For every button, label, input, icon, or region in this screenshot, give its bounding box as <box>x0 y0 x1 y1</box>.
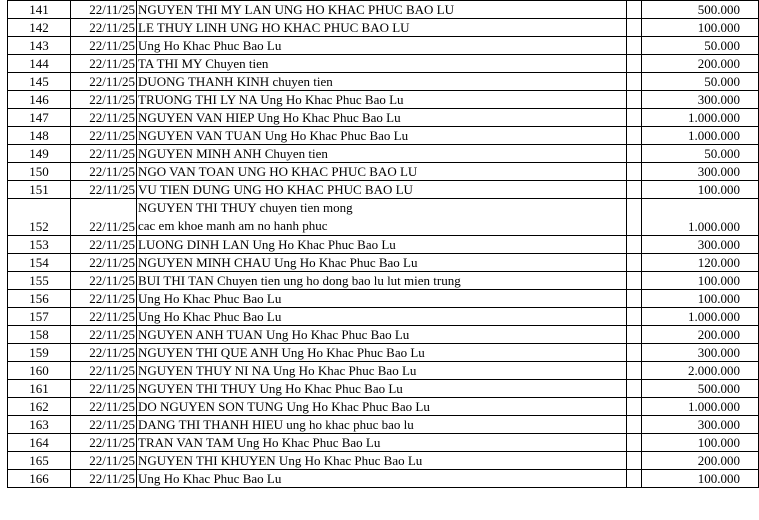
table-row <box>8 470 759 488</box>
description-cell: VU TIEN DUNG UNG HO KHAC PHUC BAO LU <box>137 181 627 199</box>
spacer-cell <box>627 19 642 37</box>
table-row <box>8 1 759 19</box>
table-row <box>8 73 759 91</box>
description-cell: TA THI MY Chuyen tien <box>137 55 627 73</box>
date-cell: 22/11/25 <box>71 380 137 398</box>
spacer-cell <box>627 236 642 254</box>
row-number-cell: 157 <box>8 308 71 326</box>
row-number-cell: 158 <box>8 326 71 344</box>
date-cell: 22/11/25 <box>71 127 137 145</box>
amount-cell: 300.000 <box>642 236 759 254</box>
date-cell: 22/11/25 <box>71 91 137 109</box>
description-cell: Ung Ho Khac Phuc Bao Lu <box>137 290 627 308</box>
description-cell: NGUYEN VAN TUAN Ung Ho Khac Phuc Bao Lu <box>137 127 627 145</box>
spacer-cell <box>627 109 642 127</box>
date-cell: 22/11/25 <box>71 254 137 272</box>
date-cell: 22/11/25 <box>71 398 137 416</box>
description-cell: NGUYEN MINH ANH Chuyen tien <box>137 145 627 163</box>
amount-cell: 100.000 <box>642 434 759 452</box>
row-number-cell: 152 <box>8 199 71 236</box>
date-cell: 22/11/25 <box>71 19 137 37</box>
date-cell: 22/11/25 <box>71 308 137 326</box>
date-cell: 22/11/25 <box>71 145 137 163</box>
amount-cell: 100.000 <box>642 290 759 308</box>
spacer-cell <box>627 127 642 145</box>
table-row <box>8 344 759 362</box>
date-cell: 22/11/25 <box>71 344 137 362</box>
donation-ledger-sheet <box>7 0 740 520</box>
row-number-cell: 160 <box>8 362 71 380</box>
row-number-cell: 145 <box>8 73 71 91</box>
amount-cell: 50.000 <box>642 145 759 163</box>
table-row <box>8 181 759 199</box>
row-number-cell: 147 <box>8 109 71 127</box>
description-cell: NGUYEN THI QUE ANH Ung Ho Khac Phuc Bao Lu <box>137 344 627 362</box>
amount-cell: 100.000 <box>642 470 759 488</box>
spacer-cell <box>627 145 642 163</box>
row-number-cell: 159 <box>8 344 71 362</box>
amount-cell: 100.000 <box>642 181 759 199</box>
description-cell: Ung Ho Khac Phuc Bao Lu <box>137 308 627 326</box>
spacer-cell <box>627 380 642 398</box>
spacer-cell <box>627 470 642 488</box>
table-row <box>8 91 759 109</box>
row-number-cell: 153 <box>8 236 71 254</box>
spacer-cell <box>627 290 642 308</box>
amount-cell: 1.000.000 <box>642 109 759 127</box>
table-row <box>8 452 759 470</box>
amount-cell: 200.000 <box>642 55 759 73</box>
amount-cell: 300.000 <box>642 91 759 109</box>
amount-cell: 50.000 <box>642 37 759 55</box>
description-cell: DO NGUYEN SON TUNG Ung Ho Khac Phuc Bao Lu <box>137 398 627 416</box>
spacer-cell <box>627 452 642 470</box>
spacer-cell <box>627 55 642 73</box>
description-cell: NGUYEN ANH TUAN Ung Ho Khac Phuc Bao Lu <box>137 326 627 344</box>
table-row <box>8 380 759 398</box>
amount-cell: 50.000 <box>642 73 759 91</box>
spacer-cell <box>627 272 642 290</box>
table-row <box>8 416 759 434</box>
row-number-cell: 165 <box>8 452 71 470</box>
date-cell: 22/11/25 <box>71 199 137 236</box>
table-row <box>8 199 759 236</box>
date-cell: 22/11/25 <box>71 73 137 91</box>
row-number-cell: 166 <box>8 470 71 488</box>
date-cell: 22/11/25 <box>71 272 137 290</box>
row-number-cell: 141 <box>8 1 71 19</box>
table-row <box>8 55 759 73</box>
amount-cell: 300.000 <box>642 344 759 362</box>
spacer-cell <box>627 199 642 236</box>
description-cell: NGUYEN THI THUY Ung Ho Khac Phuc Bao Lu <box>137 380 627 398</box>
table-row <box>8 127 759 145</box>
spacer-cell <box>627 398 642 416</box>
amount-cell: 1.000.000 <box>642 127 759 145</box>
amount-cell: 1.000.000 <box>642 398 759 416</box>
description-cell: NGUYEN MINH CHAU Ung Ho Khac Phuc Bao Lu <box>137 254 627 272</box>
row-number-cell: 143 <box>8 37 71 55</box>
amount-cell: 500.000 <box>642 1 759 19</box>
row-number-cell: 146 <box>8 91 71 109</box>
amount-cell: 100.000 <box>642 19 759 37</box>
row-number-cell: 161 <box>8 380 71 398</box>
row-number-cell: 142 <box>8 19 71 37</box>
row-number-cell: 154 <box>8 254 71 272</box>
description-cell: TRUONG THI LY NA Ung Ho Khac Phuc Bao Lu <box>137 91 627 109</box>
date-cell: 22/11/25 <box>71 290 137 308</box>
row-number-cell: 163 <box>8 416 71 434</box>
spacer-cell <box>627 37 642 55</box>
amount-cell: 100.000 <box>642 272 759 290</box>
amount-cell: 120.000 <box>642 254 759 272</box>
row-number-cell: 164 <box>8 434 71 452</box>
description-cell: DUONG THANH KINH chuyen tien <box>137 73 627 91</box>
row-number-cell: 144 <box>8 55 71 73</box>
row-number-cell: 162 <box>8 398 71 416</box>
description-cell: Ung Ho Khac Phuc Bao Lu <box>137 470 627 488</box>
date-cell: 22/11/25 <box>71 416 137 434</box>
spacer-cell <box>627 181 642 199</box>
description-cell: NGUYEN THI KHUYEN Ung Ho Khac Phuc Bao Lu <box>137 452 627 470</box>
date-cell: 22/11/25 <box>71 181 137 199</box>
date-cell: 22/11/25 <box>71 452 137 470</box>
table-row <box>8 434 759 452</box>
date-cell: 22/11/25 <box>71 470 137 488</box>
description-cell: NGO VAN TOAN UNG HO KHAC PHUC BAO LU <box>137 163 627 181</box>
description-cell: DANG THI THANH HIEU ung ho khac phuc bao lu <box>137 416 627 434</box>
amount-cell: 300.000 <box>642 416 759 434</box>
date-cell: 22/11/25 <box>71 1 137 19</box>
row-number-cell: 155 <box>8 272 71 290</box>
table-row <box>8 254 759 272</box>
row-number-cell: 156 <box>8 290 71 308</box>
table-row <box>8 109 759 127</box>
description-cell: LE THUY LINH UNG HO KHAC PHUC BAO LU <box>137 19 627 37</box>
description-cell: Ung Ho Khac Phuc Bao Lu <box>137 37 627 55</box>
description-cell: NGUYEN THUY NI NA Ung Ho Khac Phuc Bao Lu <box>137 362 627 380</box>
date-cell: 22/11/25 <box>71 236 137 254</box>
table-row <box>8 163 759 181</box>
table-row <box>8 19 759 37</box>
spacer-cell <box>627 91 642 109</box>
table-row <box>8 37 759 55</box>
spacer-cell <box>627 1 642 19</box>
table-row <box>8 308 759 326</box>
date-cell: 22/11/25 <box>71 37 137 55</box>
donation-ledger-table <box>7 0 759 488</box>
amount-cell: 300.000 <box>642 163 759 181</box>
description-cell: TRAN VAN TAM Ung Ho Khac Phuc Bao Lu <box>137 434 627 452</box>
table-row <box>8 236 759 254</box>
row-number-cell: 150 <box>8 163 71 181</box>
amount-cell: 200.000 <box>642 452 759 470</box>
amount-cell: 1.000.000 <box>642 199 759 236</box>
amount-cell: 1.000.000 <box>642 308 759 326</box>
amount-cell: 500.000 <box>642 380 759 398</box>
description-cell <box>137 199 627 236</box>
date-cell: 22/11/25 <box>71 326 137 344</box>
table-row <box>8 145 759 163</box>
date-cell: 22/11/25 <box>71 434 137 452</box>
date-cell: 22/11/25 <box>71 362 137 380</box>
table-row <box>8 272 759 290</box>
table-row <box>8 290 759 308</box>
spacer-cell <box>627 362 642 380</box>
table-row <box>8 326 759 344</box>
table-row <box>8 398 759 416</box>
table-row <box>8 362 759 380</box>
row-number-cell: 148 <box>8 127 71 145</box>
description-line: NGUYEN THI THUY chuyen tien mong <box>138 200 353 215</box>
row-number-cell: 151 <box>8 181 71 199</box>
description-line: cac em khoe manh am no hanh phuc <box>138 218 328 233</box>
date-cell: 22/11/25 <box>71 163 137 181</box>
amount-cell: 2.000.000 <box>642 362 759 380</box>
spacer-cell <box>627 308 642 326</box>
spacer-cell <box>627 434 642 452</box>
spacer-cell <box>627 326 642 344</box>
description-cell: LUONG DINH LAN Ung Ho Khac Phuc Bao Lu <box>137 236 627 254</box>
date-cell: 22/11/25 <box>71 55 137 73</box>
row-number-cell: 149 <box>8 145 71 163</box>
description-cell: NGUYEN VAN HIEP Ung Ho Khac Phuc Bao Lu <box>137 109 627 127</box>
amount-cell: 200.000 <box>642 326 759 344</box>
spacer-cell <box>627 254 642 272</box>
date-cell: 22/11/25 <box>71 109 137 127</box>
spacer-cell <box>627 416 642 434</box>
description-cell: NGUYEN THI MY LAN UNG HO KHAC PHUC BAO LU <box>137 1 627 19</box>
spacer-cell <box>627 344 642 362</box>
description-cell: BUI THI TAN Chuyen tien ung ho dong bao lu lut mien trung <box>137 272 627 290</box>
spacer-cell <box>627 163 642 181</box>
spacer-cell <box>627 73 642 91</box>
ledger-body <box>8 1 759 488</box>
